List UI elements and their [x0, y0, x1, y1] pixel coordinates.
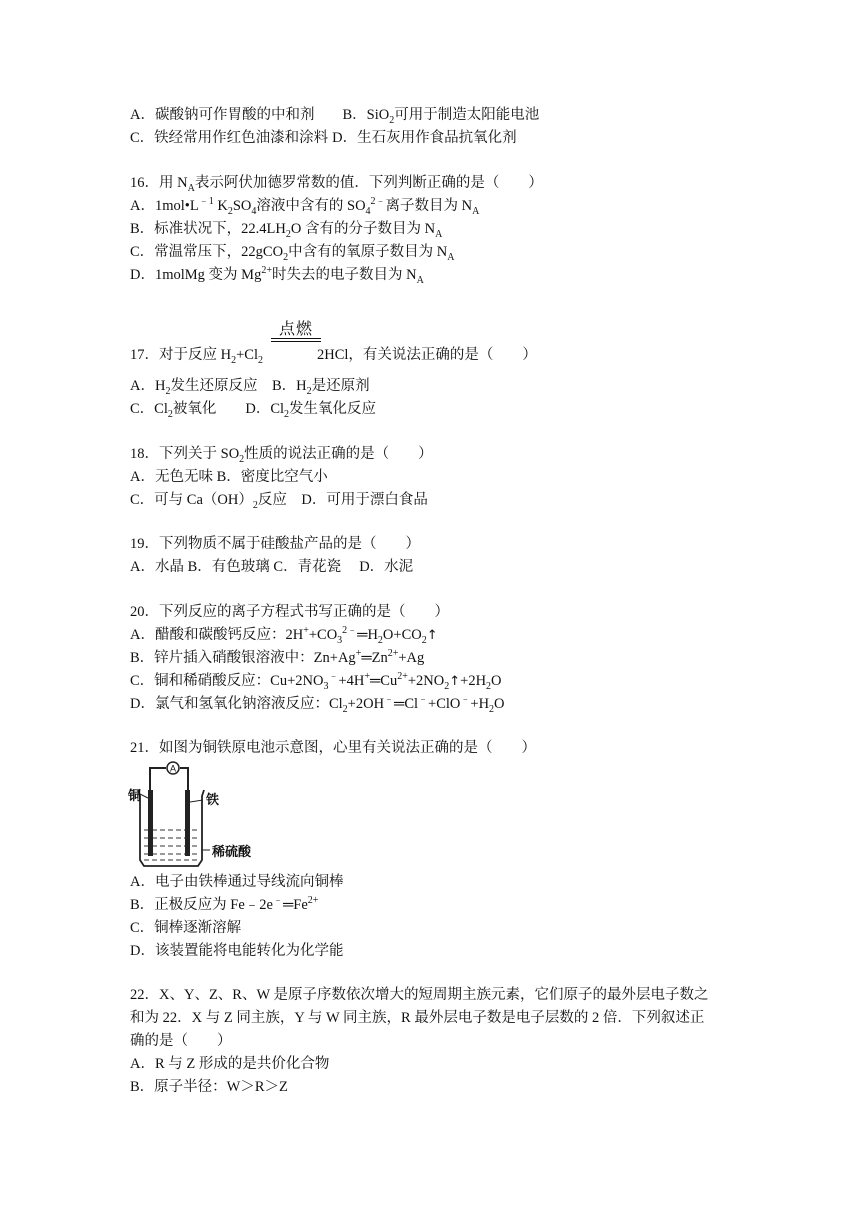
iron-label: 铁 — [206, 793, 220, 808]
ammeter-label: A — [169, 763, 177, 774]
copper-electrode — [148, 790, 153, 856]
q19-stem: 19．下列物质不属于硅酸盐产品的是（ ） — [130, 536, 420, 552]
q22-option-a: A．R 与 Z 形成的是共价化合物 — [130, 1056, 330, 1072]
q22-stem-line2: 和为 22．X 与 Z 同主族，Y 与 W 同主族，R 最外层电子数是电子层数的 2 倍．下列叙述正 — [130, 1010, 705, 1026]
reaction-condition — [271, 316, 321, 339]
gas-arrow-icon: ↑ — [426, 628, 438, 643]
iron-electrode — [185, 790, 190, 856]
q20-option-a: A．醋酸和碳酸钙反应：$2H^++CO_3^{2﹣}═H_2O+CO_2↑$ — [130, 625, 438, 646]
galvanic-cell-diagram — [128, 760, 258, 870]
q16-option-c: C．常温常压下，22gCO$_2$中含有的氧原子数目为 $N_A$ — [130, 244, 455, 263]
q15-option-d: D．生石灰用作食品抗氧化剂 — [332, 130, 517, 146]
q16-option-a: A．$1mol•L^{﹣1}$ $K_2SO_4$溶液中含有的 $SO_4^{2﹣}$离子数目为 $N_A$ — [130, 196, 480, 217]
q21-option-a: A．电子由铁棒通过导线流向铜棒 — [130, 874, 344, 890]
q20-option-c: C．铜和稀硝酸反应：$Cu+2NO_3^﹣+4H^+═Cu^{2+}+2NO_2↑+2H_2O$ — [130, 671, 502, 692]
copper-label: 铜 — [128, 789, 142, 804]
q22-stem-line3: 确的是（ ） — [130, 1033, 232, 1049]
q20-option-d: D．氯气和氢氧化钠溶液反应：$Cl_2+2OH^﹣═Cl^﹣+ClO^﹣+H_2O$ — [130, 694, 505, 715]
q16-option-b: B．标准状况下，$22.4LH_2O$ 含有的分子数目为 $N_A$ — [130, 221, 443, 240]
q20-option-b: B．锌片插入硝酸银溶液中：$Zn+Ag^+═Zn^{2+}+Ag$ — [130, 648, 425, 666]
q17-stem: 17．对于反应 $H_2+Cl_2$ 2HCl，有关说法正确的是（ ） — [130, 347, 537, 366]
q17-options-ab: A．$H_2$发生还原反应 B．$H_2$是还原剂 — [130, 378, 370, 397]
sulfuric-acid-label: 稀硫酸 — [212, 845, 252, 860]
q17-options-cd: C．$Cl_2$被氧化 D．$Cl_2$发生氧化反应 — [130, 401, 377, 420]
q16-stem: 16．用 $N_A$表示阿伏加德罗常数的值．下列判断正确的是（ ） — [130, 175, 543, 194]
condition-bar-top — [271, 338, 321, 339]
q22-stem-line1: 22．X、Y、Z、R、W 是原子序数依次增大的短周期主族元素，它们原子的最外层电子数之 — [130, 987, 709, 1003]
q16-option-d: D．1molMg 变为 $Mg^{2+}$时失去的电子数目为 $N_A$ — [130, 265, 424, 286]
q21-option-b: B．正极反应为 $Fe﹣2e^﹣═Fe^{2+}$ — [130, 895, 319, 913]
q22-option-b: B．原子半径：W＞R＞Z — [130, 1079, 288, 1095]
q21-option-d: D．该装置能将电能转化为化学能 — [130, 943, 344, 959]
condition-bar-bottom — [271, 341, 321, 342]
q20-stem: 20．下列反应的离子方程式书写正确的是（ ） — [130, 604, 449, 620]
q15-options-ab — [130, 106, 539, 124]
q18-options-cd: C．可与 $Ca(OH)_2$反应 D．可用于漂白食品 — [130, 492, 428, 511]
q21-option-c: C．铜棒逐渐溶解 — [130, 920, 242, 936]
q15-option-a: A．碳酸钠可作胃酸的中和剂 — [130, 107, 315, 123]
q18-options-ab: A．无色无味 B．密度比空气小 — [130, 469, 328, 485]
q21-stem: 21．如图为铜铁原电池示意图，心里有关说法正确的是（ ） — [130, 740, 536, 756]
condition-label: 点燃 — [278, 319, 313, 338]
q19-options: A．水晶 B．有色玻璃 C．青花瓷 D．水泥 — [130, 559, 414, 575]
q15-option-c: C．铁经常用作红色油漆和涂料 — [130, 130, 329, 146]
q18-stem: 18．下列关于 $SO_2$性质的说法正确的是（ ） — [130, 446, 433, 465]
q15-option-b: B．SiO$_2$可用于制造太阳能电池 — [342, 107, 540, 126]
q15-options-cd — [130, 129, 517, 147]
gas-arrow-icon: ↑ — [449, 674, 461, 689]
